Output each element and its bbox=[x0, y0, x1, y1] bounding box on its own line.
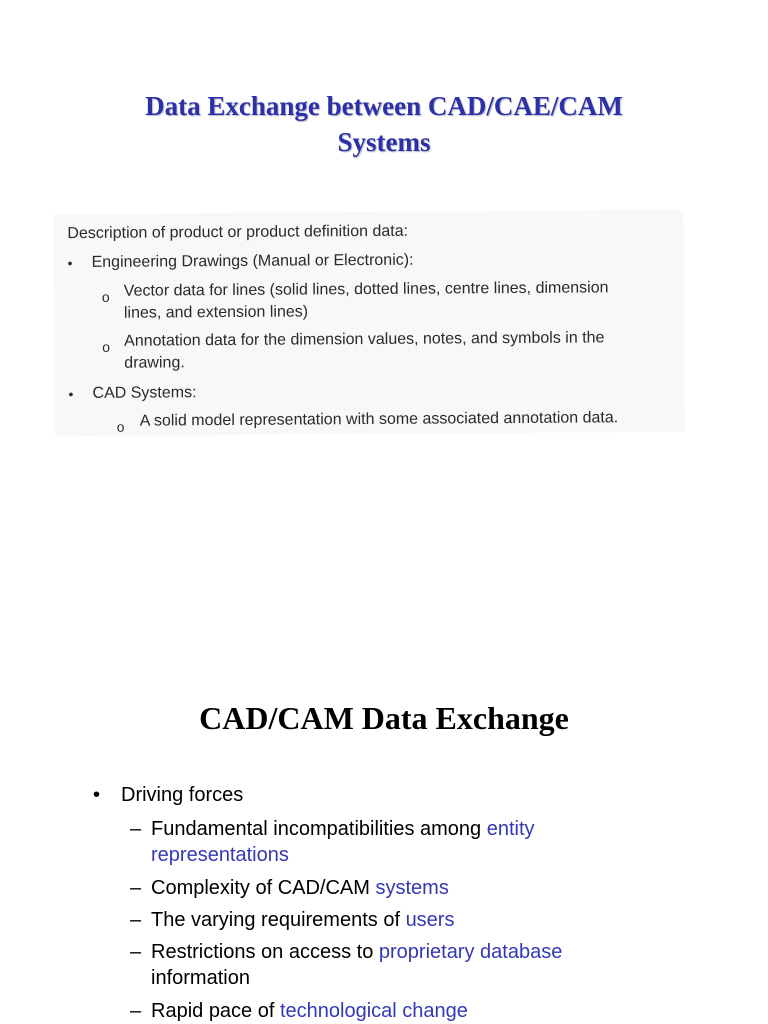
bullet-icon: • bbox=[68, 386, 74, 403]
scan-sub-vector-data-line-1: Vector data for lines (solid lines, dotted lines, centre lines, dimension bbox=[123, 279, 609, 300]
scan-sub-vector-data-line-2: lines, and extension lines) bbox=[123, 303, 309, 322]
scan-sub-annotation-line-2: drawing. bbox=[124, 354, 185, 372]
sub-bullet-icon: o bbox=[102, 338, 111, 355]
dash-icon: – bbox=[130, 818, 142, 840]
list-item-text: The varying requirements of bbox=[151, 909, 406, 931]
scan-sub-solid-model: A solid model representation with some associated annotation data. bbox=[139, 409, 619, 430]
bullet-icon: • bbox=[67, 255, 73, 272]
scan-bullet-cad-systems: CAD Systems: bbox=[92, 384, 197, 402]
dash-icon: – bbox=[130, 941, 142, 963]
dash-icon: – bbox=[130, 877, 142, 899]
list-item-text: Rapid pace of bbox=[151, 1000, 280, 1022]
dash-icon: – bbox=[130, 1000, 142, 1022]
list-item-highlight: proprietary database bbox=[378, 941, 563, 963]
scan-sub-annotation-line-1: Annotation data for the dimension values, notes, and symbols in the bbox=[124, 329, 605, 350]
list-item-text: Complexity of CAD/CAM bbox=[151, 877, 376, 899]
scan-heading: Description of product or product definition data: bbox=[67, 222, 409, 243]
slide-2-title: CAD/CAM Data Exchange bbox=[199, 700, 569, 736]
list-item-text: Fundamental incompatibilities among bbox=[151, 818, 487, 840]
slide-2 bbox=[0, 512, 768, 1024]
list-item-highlight: technological change bbox=[279, 1000, 468, 1022]
list-item-label: Driving forces bbox=[121, 784, 244, 806]
slide-1-title-line-2: Systems bbox=[337, 127, 431, 157]
list-item-highlight: representations bbox=[151, 844, 289, 866]
list-item-text: information bbox=[151, 967, 250, 989]
dash-icon: – bbox=[130, 909, 142, 931]
list-item-highlight: systems bbox=[375, 877, 449, 899]
slide-1-title bbox=[0, 88, 768, 160]
sub-bullet-icon: o bbox=[101, 288, 110, 305]
sub-bullet-icon: o bbox=[116, 418, 125, 435]
list-item-highlight: entity bbox=[486, 818, 535, 840]
list-item-text: Restrictions on access to bbox=[151, 941, 379, 963]
slide-1-title-line-1: Data Exchange between CAD/CAE/CAM bbox=[145, 91, 623, 121]
scanned-text-block bbox=[53, 210, 685, 436]
scan-bullet-engineering-drawings: Engineering Drawings (Manual or Electronic): bbox=[91, 251, 414, 271]
bullet-icon: • bbox=[93, 784, 101, 806]
list-item-highlight: users bbox=[405, 909, 455, 931]
